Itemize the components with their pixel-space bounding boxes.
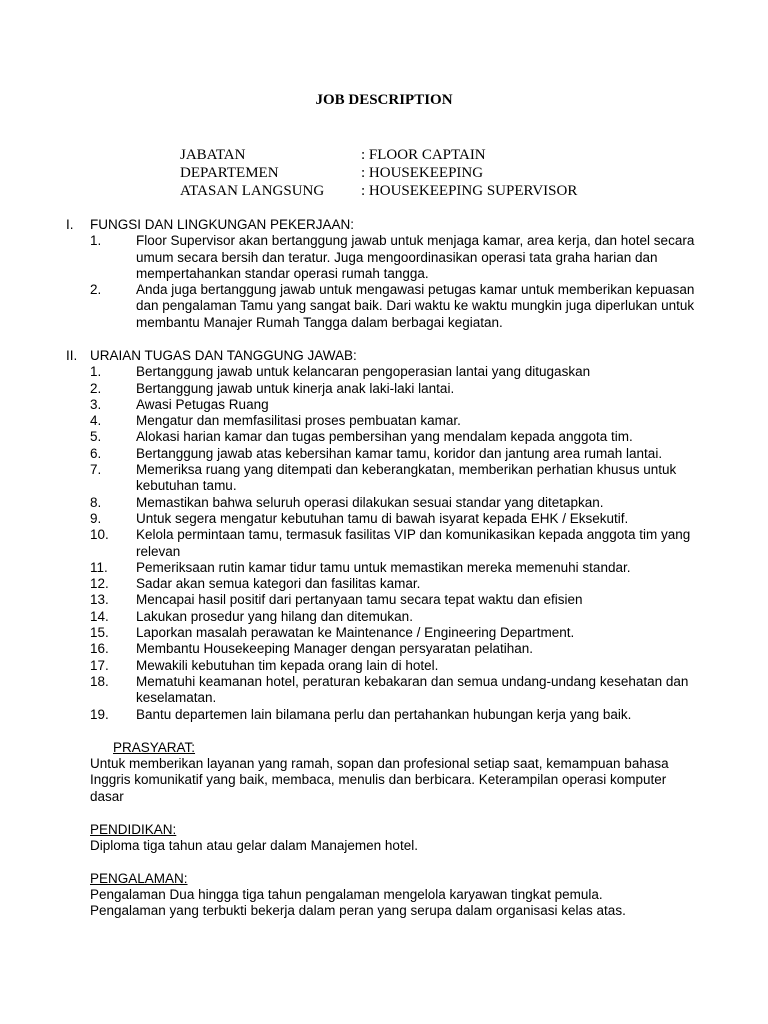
- pendidikan-text: Diploma tiga tahun atau gelar dalam Manajemen hotel.: [90, 838, 418, 853]
- item-text: Lakukan prosedur yang hilang dan ditemukan.: [136, 608, 413, 624]
- section-uraian-tugas: [66, 348, 708, 723]
- item-text: Floor Supervisor akan bertanggung jawab untuk menjaga kamar, area kerja, dan hotel secara umum secara bersih dan teratur. Juga mengoordinasikan operasi tata graha harian dan mempertahankan standar operasi rumah tangga.: [136, 233, 695, 281]
- list-item: [66, 625, 708, 641]
- list-item: [66, 674, 708, 707]
- prasyarat-heading: [113, 740, 713, 756]
- item-text: Mengatur dan memfasilitasi proses pembuatan kamar.: [136, 413, 461, 429]
- item-text: Mematuhi keamanan hotel, peraturan kebakaran dan semua undang-undang kesehatan dan keselamatan.: [136, 673, 689, 706]
- prasyarat-text: Untuk memberikan layanan yang ramah, sopan dan profesional setiap saat, kemampuan bahasa Inggris komunikatif yang baik, membaca, menulis dan berbicara. Keterampilan operasi komputer dasar: [90, 756, 669, 804]
- item-number: 16.: [90, 641, 109, 657]
- item-text: Awasi Petugas Ruang: [136, 396, 269, 412]
- header-label: ATASAN LANGSUNG: [180, 183, 325, 199]
- list-item: [66, 397, 708, 413]
- item-number: 6.: [90, 445, 102, 461]
- item-text: Bertanggung jawab untuk kinerja anak laki-laki lantai.: [136, 380, 455, 396]
- item-number: 15.: [90, 625, 109, 641]
- item-number: 10.: [90, 527, 109, 543]
- item-number: 5.: [90, 429, 102, 445]
- item-text: Bertanggung jawab untuk kelancaran pengoperasian lantai yang ditugaskan: [136, 364, 591, 380]
- list-item: [66, 658, 708, 674]
- item-text: Bertanggung jawab atas kebersihan kamar tamu, koridor dan jantung area rumah lantai.: [136, 445, 663, 461]
- item-text: Bantu departemen lain bilamana perlu dan pertahankan hubungan kerja yang baik.: [136, 706, 632, 722]
- item-number: 11.: [90, 559, 108, 575]
- item-number: 13.: [90, 592, 109, 608]
- section-title: FUNGSI DAN LINGKUNGAN PEKERJAAN:: [90, 217, 355, 232]
- item-text: Pemeriksaan rutin kamar tidur tamu untuk memastikan mereka memenuhi standar.: [136, 559, 631, 575]
- list-item: [66, 233, 708, 282]
- pengalaman-heading: [90, 871, 690, 887]
- item-number: 12.: [90, 576, 109, 592]
- header-value: : HOUSEKEEPING: [361, 165, 484, 181]
- item-number: 7.: [90, 462, 102, 478]
- item-number: 9.: [90, 510, 102, 526]
- item-number: 17.: [90, 657, 109, 673]
- list-item: [66, 282, 708, 331]
- item-number: 3.: [90, 396, 102, 412]
- item-text: Memastikan bahwa seluruh operasi dilakukan sesuai standar yang ditetapkan.: [136, 494, 604, 510]
- list-item: [66, 576, 708, 592]
- item-text: Untuk segera mengatur kebutuhan tamu di bawah isyarat kepada EHK / Eksekutif.: [136, 510, 629, 526]
- section-title: URAIAN TUGAS DAN TANGGUNG JAWAB:: [90, 348, 357, 363]
- list-item: [66, 364, 708, 380]
- pengalaman-label: PENGALAMAN:: [90, 871, 188, 886]
- item-text: Anda juga bertanggung jawab untuk mengawasi petugas kamar untuk memberikan kepuasan dan pengalaman Tamu yang sangat baik. Dari waktu ke waktu mungkin juga diperlukan untuk membantu Manajer Rumah Tangga dalam berbagai kegiatan.: [136, 282, 695, 330]
- section-heading: [66, 348, 708, 364]
- header-label: DEPARTEMEN: [180, 165, 279, 181]
- header-label: JABATAN: [180, 147, 246, 163]
- document-title: JOB DESCRIPTION: [315, 92, 453, 108]
- list-item: [66, 641, 708, 657]
- item-number: 18.: [90, 673, 109, 689]
- list-item: [66, 560, 708, 576]
- list-item: [66, 511, 708, 527]
- list-item: [66, 413, 708, 429]
- section-number: I.: [66, 217, 74, 232]
- list-item: [66, 462, 708, 495]
- item-text: Memeriksa ruang yang ditempati dan keberangkatan, memberikan perhatian khusus untuk kebutuhan tamu.: [136, 462, 677, 494]
- item-number: 8.: [90, 494, 102, 510]
- pendidikan-label: PENDIDIKAN:: [90, 822, 177, 837]
- section-heading: [66, 217, 708, 233]
- item-text: Membantu Housekeeping Manager dengan persyaratan pelatihan.: [136, 641, 534, 657]
- item-number: 2.: [90, 380, 102, 396]
- item-number: 19.: [90, 706, 109, 722]
- pengalaman-line-2: Pengalaman yang terbukti bekerja dalam peran yang serupa dalam organisasi kelas atas.: [90, 903, 626, 918]
- list-item: [66, 592, 708, 608]
- item-number: 4.: [90, 413, 102, 429]
- list-item: [66, 446, 708, 462]
- pengalaman-line-1: Pengalaman Dua hingga tiga tahun pengalaman mengelola karyawan tingkat pemula.: [90, 887, 603, 902]
- header-value: : FLOOR CAPTAIN: [361, 147, 486, 163]
- header-value: : HOUSEKEEPING SUPERVISOR: [361, 183, 578, 199]
- item-number: 14.: [90, 608, 109, 624]
- item-text: Mencapai hasil positif dari pertanyaan tamu secara tepat waktu dan efisien: [136, 592, 583, 608]
- item-text: Sadar akan semua kategori dan fasilitas kamar.: [136, 576, 421, 592]
- list-item: [66, 707, 708, 723]
- list-item: [66, 527, 708, 560]
- list-item: [66, 495, 708, 511]
- prasyarat-label: PRASYARAT:: [113, 740, 196, 755]
- item-number: 2.: [90, 282, 102, 298]
- section-number: II.: [66, 348, 78, 363]
- section-fungsi: [66, 217, 708, 331]
- list-item: [66, 429, 708, 445]
- item-text: Laporkan masalah perawatan ke Maintenance / Engineering Department.: [136, 625, 575, 641]
- list-item: [66, 609, 708, 625]
- list-item: [66, 381, 708, 397]
- item-number: 1.: [90, 233, 102, 249]
- item-text: Mewakili kebutuhan tim kepada orang lain di hotel.: [136, 657, 439, 673]
- item-text: Kelola permintaan tamu, termasuk fasilitas VIP dan komunikasikan kepada anggota tim yang relevan: [136, 527, 691, 559]
- pendidikan-heading: [90, 822, 690, 838]
- item-number: 1.: [90, 364, 102, 380]
- item-text: Alokasi harian kamar dan tugas pembersihan yang mendalam kepada anggota tim.: [136, 429, 633, 445]
